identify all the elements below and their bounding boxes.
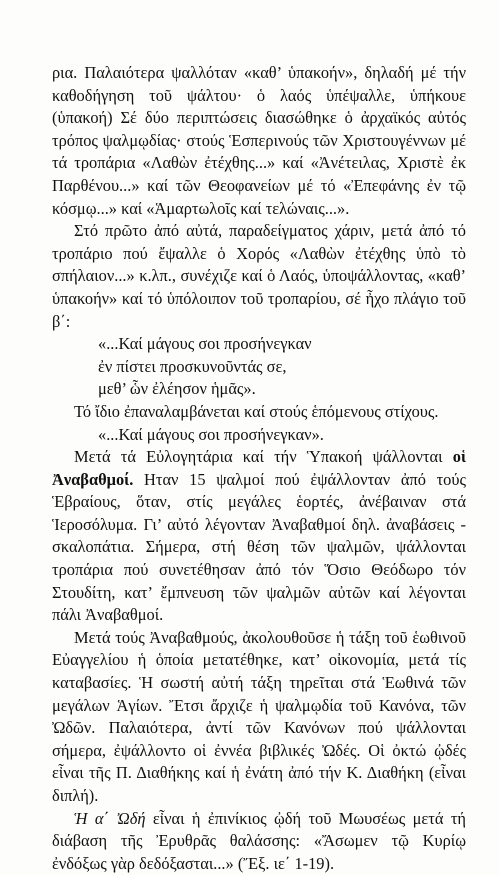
paragraph-3: Τό ἴδιο ἐπαναλαμβάνεται καί στούς ἑπόμενους στίχους. [74,401,439,421]
quote-line-2: ἐν πίστει προσκυνοῦντάς σε, [98,356,287,376]
anavathmoi-term: οἱ Ἀναβαθμοί. [52,447,466,489]
quote-line-4: «...Καί μάγους σοι προσήνεγκαν». [98,424,324,444]
paragraph-6-body: εἶναι ἡ ἐπινίκιος ᾠδή τοῦ Μωυσέως μετά τή διάβαση τῆς Ἐρυθρᾶς θαλάσσης: «Ἄσωμεν τῷ Κυρίῳ ἐνδόξως γὰρ δεδόξασται...» (Ἔξ. ιε΄ 1-19). [52,808,466,873]
paragraph-5: Μετά τούς Ἀναβαθμούς, ἀκολουθοῦσε ἡ τάξη τοῦ ἑωθινοῦ Εὐαγγελίου ἡ ὁποία μετατέθηκε, κατ’ οἰκονομία, μετά τίς καταβασίες. Ἡ σωστή αὐτή τάξη τηρεῖται στά Ἑωθινά τῶν μεγάλων Ἁγίων. Ἔτσι ἄρχιζε ἡ ψαλμῳδία τοῦ Κανόνα, τῶν Ὠδῶν. Παλαιότερα, ἀντί τῶν Κανόνων πού ψάλλονται σήμερα, ἐψάλλοντο οἱ ἐννέα βιβλικές Ὠδές. Οἱ ὀκτώ ᾠδές εἶναι τῆς Π. Διαθήκης καί ἡ ἐνάτη ἀπό τήν Κ. Διαθήκη (εἶναι διπλή). [52,627,466,805]
paragraph-4-lead: Μετά τά Εὐλογητάρια καί τήν Ὑπακοή ψάλλονται [74,447,453,467]
quote-line-1: «...Καί μάγους σοι προσήνεγκαν [98,334,312,354]
paragraph-2: Στό πρῶτο ἀπό αὐτά, παραδείγματος χάριν, μετά ἀπό τό τροπάριο πού ἔψαλλε ὁ Χορός «Λαθὼν ἐτέχθης ὑπὸ τὸ σπήλαιον...» κ.λπ., συνέχιζε καί ὁ Λαός, ὑποψάλλοντας, «καθ’ ὑπακοήν» καί τό ὑπόλοιπον τοῦ τροπαρίου, σέ ἦχο πλάγιο τοῦ β΄: [52,221,466,331]
quote-line-3: μεθ’ ὧν ἐλέησον ἡμᾶς». [98,379,256,399]
paragraph-1: ρια. Παλαιότερα ψαλλόταν «καθ’ ὑπακοήν», δηλαδή μέ τήν καθοδήγηση τοῦ ψάλτου· ὁ λαός ὑπέψαλλε, ὑπήκουε (ὑπακοή) Σέ δύο περιπτώσεις διασώθηκε ὁ ἀρχαϊκός αὐτός τρόπος ψαλμῳδίας· στούς Ἑσπερινούς τῶν Χριστουγέννων μέ τά τροπάρια «Λαθὼν ἐτέχθης...» καί «Ἀνέτειλας, Χριστὲ ἐκ Παρθένου...» καί τῶν Θεοφανείων μέ τό «Ἐπεφάνης ἐν τῷ κόσμῳ...» καί «Ἁμαρτωλοῖς καί τελώναις...». [52,63,466,218]
paragraph-4-body: Ηταν 15 ψαλμοί πού ἐψάλλονταν ἀπό τούς Ἑβραίους, ὅταν, στίς μεγάλες ἑορτές, ἀνέβαιναν στά Ἱεροσόλυμα. Γι’ αὐτό λέγονταν Ἀναβαθμοί δηλ. ἀναβάσεις - σκαλοπάτια. Σήμερα, στή θέση τῶν ψαλμῶν, ψάλλονται τροπάρια πού συνετέθησαν ἀπό τόν Ὅσιο Θεόδωρο τόν Στουδίτη, κατ’ ἔμπνευση τῶν ψαλμῶν αὐτῶν καί λέγονται πάλι Ἀναβαθμοί. [52,469,466,625]
paragraph-4 [52,446,466,627]
first-ode-term: Ἡ α΄ Ὠδή [74,808,146,828]
body-text [52,62,466,875]
paragraph-6 [52,808,466,875]
